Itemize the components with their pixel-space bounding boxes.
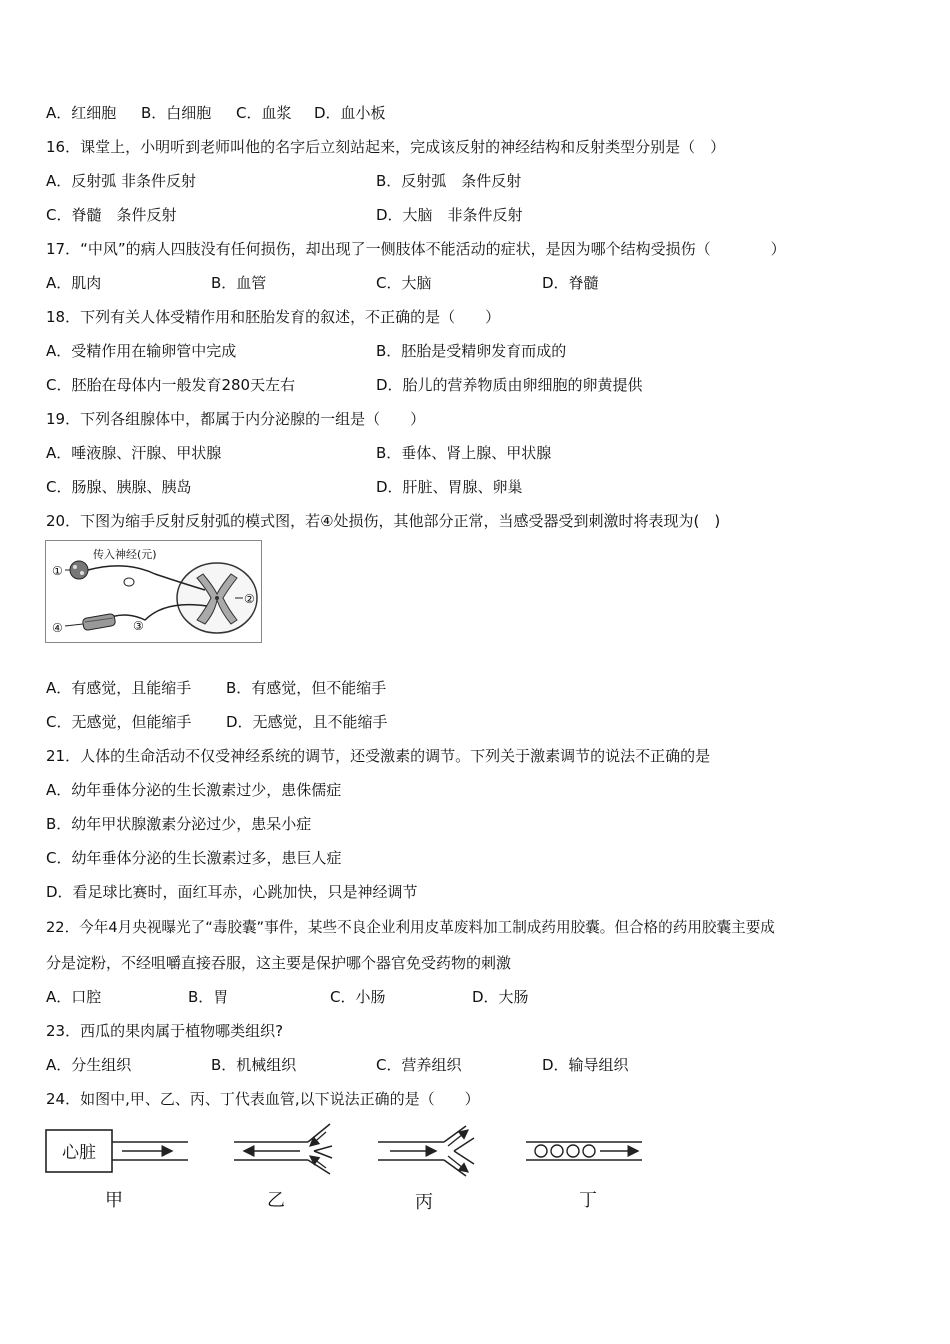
q18-option-c: C．胚胎在母体内一般发育280天左右: [46, 376, 296, 394]
q15-option-c: C．血浆: [236, 104, 292, 122]
q16-option-a: A．反射弧 非条件反射: [46, 172, 197, 190]
q18-option-b: B．胚胎是受精卵发育而成的: [376, 342, 567, 360]
vessel-label-ding: 丁: [579, 1190, 597, 1211]
q23-option-a: A．分生组织: [46, 1056, 132, 1074]
q18-option-d: D．胎儿的营养物质由卵细胞的卵黄提供: [376, 376, 643, 394]
vessel-branch: [314, 1146, 332, 1151]
q19-option-a: A．唾液腺、汗腺、甲状腺: [46, 444, 222, 462]
q22-option-c: C．小肠: [330, 988, 386, 1006]
q16-option-b: B．反射弧 条件反射: [376, 172, 522, 190]
blood-cell-icon: [583, 1145, 595, 1157]
q17-option-a: A．肌肉: [46, 274, 102, 292]
q21-option-a: A．幼年垂体分泌的生长激素过少，患侏儒症: [46, 781, 342, 799]
q18-stem: 18．下列有关人体受精作用和胚胎发育的叙述，不正确的是（ ）: [46, 308, 501, 326]
q16-option-d: D．大脑 非条件反射: [376, 206, 523, 224]
afferent-nerve-label: 传入神经(元): [93, 548, 157, 561]
blood-cell-icon: [551, 1145, 563, 1157]
q17-option-d: D．脊髓: [542, 274, 599, 292]
reflex-arc-figure: [45, 540, 263, 644]
heart-label: 心脏: [62, 1143, 96, 1163]
q23-option-b: B．机械组织: [211, 1056, 297, 1074]
central-canal: [215, 596, 219, 600]
q15-option-b: B．白细胞: [141, 104, 212, 122]
q22-option-b: B．胃: [188, 988, 229, 1006]
vessel-branch: [454, 1138, 474, 1151]
q19-option-d: D．肝脏、胃腺、卵巢: [376, 478, 523, 496]
q16-stem: 16．课堂上，小明听到老师叫他的名字后立刻站起来，完成该反射的神经结构和反射类型分别是（ ）: [46, 138, 726, 156]
q19-stem: 19．下列各组腺体中，都属于内分泌腺的一组是（ ）: [46, 410, 426, 428]
q15-option-d: D．血小板: [314, 104, 386, 122]
vessel-branch: [308, 1124, 330, 1142]
q20-option-a: A．有感觉，且能缩手: [46, 679, 192, 697]
q20-option-c: C．无感觉，但能缩手: [46, 713, 192, 731]
q22-option-a: A．口腔: [46, 988, 102, 1006]
q17-stem: 17．“中风”的病人四肢没有任何损伤，却出现了一侧肢体不能活动的症状，是因为哪个结构受损伤（ ）: [46, 240, 786, 258]
q17-option-c: C．大脑: [376, 274, 432, 292]
q22-stem-line2: 分是淀粉，不经咀嚼直接吞服，这主要是保护哪个器官免受药物的刺激: [46, 954, 512, 972]
q21-option-d: D．看足球比赛时，面红耳赤，心跳加快，只是神经调节: [46, 883, 418, 901]
q16-option-c: C．脊髓 条件反射: [46, 206, 177, 224]
q23-stem: 23．西瓜的果肉属于植物哪类组织?: [46, 1022, 284, 1040]
q21-option-c: C．幼年垂体分泌的生长激素过多，患巨人症: [46, 849, 342, 867]
q24-stem: 24．如图中,甲、乙、丙、丁代表血管,以下说法正确的是（ ）: [46, 1090, 480, 1108]
q21-stem: 21．人体的生命活动不仅受神经系统的调节，还受激素的调节。下列关于激素调节的说法不正确的是: [46, 747, 711, 765]
blood-cell-icon: [535, 1145, 547, 1157]
q23-option-d: D．输导组织: [542, 1056, 629, 1074]
vessel-label-bing: 丙: [415, 1192, 433, 1213]
marker-1: ①: [52, 564, 63, 578]
q19-option-b: B．垂体、肾上腺、甲状腺: [376, 444, 552, 462]
q19-option-c: C．肠腺、胰腺、胰岛: [46, 478, 192, 496]
vessel-label-yi: 乙: [267, 1190, 285, 1211]
q21-option-b: B．幼年甲状腺激素分泌过少，患呆小症: [46, 815, 312, 833]
ganglion: [124, 578, 134, 586]
vessel-branch: [454, 1151, 474, 1164]
receptor-dot-icon: [73, 565, 77, 569]
marker-4: ④: [52, 621, 63, 635]
q15-option-a: A．红细胞: [46, 104, 117, 122]
q18-option-a: A．受精作用在输卵管中完成: [46, 342, 237, 360]
q20-option-d: D．无感觉，且不能缩手: [226, 713, 388, 731]
q22-stem-line1: 22．今年4月央视曝光了“毒胶囊”事件，某些不良企业利用皮革废料加工制成药用胶囊。但合格的药用胶囊主要成: [46, 919, 775, 936]
marker-2: ②: [244, 592, 255, 606]
vessel-branch: [314, 1151, 332, 1158]
q22-option-d: D．大肠: [472, 988, 529, 1006]
blood-cell-icon: [567, 1145, 579, 1157]
blood-vessels-figure: [44, 1120, 648, 1214]
receptor-dot-icon: [80, 571, 84, 575]
q20-stem: 20．下图为缩手反射反射弧的模式图，若④处损伤，其他部分正常，当感受器受到刺激时将表现为( ): [46, 512, 721, 530]
q20-option-b: B．有感觉，但不能缩手: [226, 679, 387, 697]
q23-option-c: C．营养组织: [376, 1056, 462, 1074]
receptor-icon: [70, 561, 88, 579]
vessel-label-jia: 甲: [105, 1190, 123, 1211]
q17-option-b: B．血管: [211, 274, 267, 292]
marker-3: ③: [133, 619, 144, 633]
